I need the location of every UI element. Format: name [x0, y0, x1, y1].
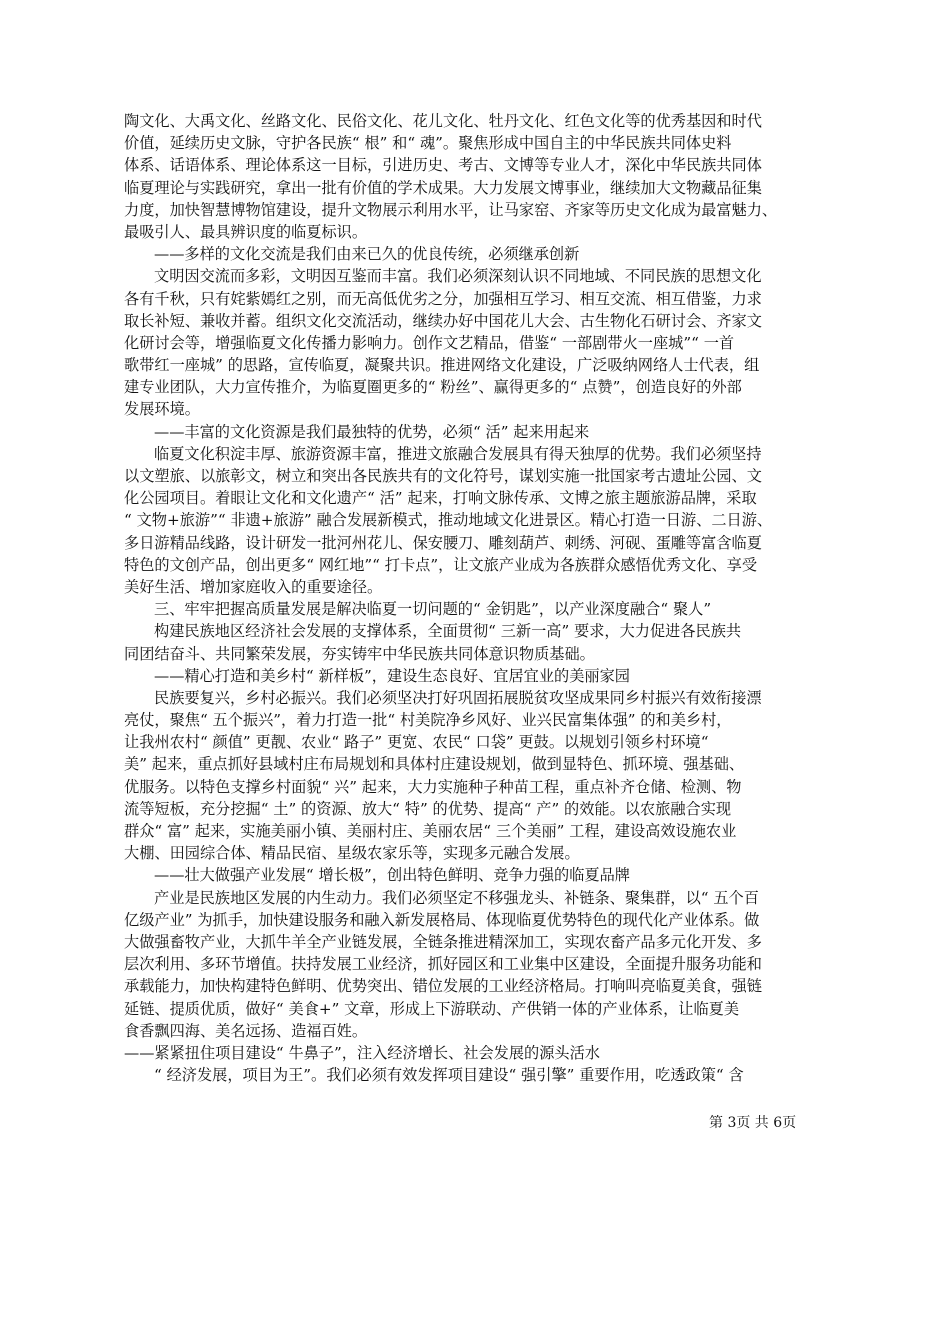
section-heading: 三、牢牢把握高质量发展是解决临夏一切问题的“ 金钥匙”，以产业深度融合“ 聚人”	[154, 600, 712, 619]
text-line: 临夏理论与实践研究，拿出一批有价值的学术成果。大力发展文博事业，继续加大文物藏品征集	[124, 178, 762, 197]
text-line: 价值，延续历史文脉，守护各民族“ 根” 和“ 魂”。聚焦形成中国自主的中华民族共同体史料	[124, 134, 732, 153]
page-number: 第 3页 共 6页	[709, 1115, 797, 1131]
text-line: 陶文化、大禹文化、丝路文化、民俗文化、花儿文化、牡丹文化、红色文化等的优秀基因和时代	[124, 112, 762, 130]
text-line: 体系、话语体系、理论体系这一目标，引进历史、考古、文博等专业人才，深化中华民族共同体	[124, 156, 762, 175]
text-line: 文明因交流而多彩，文明因互鉴而丰富。我们必须深刻认识不同地域、不同民族的思想文化	[154, 267, 762, 286]
text-line: 承载能力，加快构建特色鲜明、优势突出、错位发展的工业经济格局。打响叫亮临夏美食，强链	[124, 977, 762, 996]
text-line: 临夏文化积淀丰厚、旅游资源丰富，推进文旅融合发展具有得天独厚的优势。我们必须坚持	[154, 444, 762, 463]
text-line: 以文塑旅、以旅彰文，树立和突出各民族共有的文化符号，谋划实施一批国家考古遗址公园、文	[124, 467, 762, 485]
text-line: 亿级产业” 为抓手，加快建设服务和融入新发展格局、体现临夏优势特色的现代化产业体系。做	[124, 910, 760, 929]
section-heading: “ 经济发展，项目为王”。我们必须有效发挥项目建设“ 强引擎” 重要作用，吃透政策“ 含	[154, 1066, 744, 1085]
text-line: 建专业团队，大力宣传推介，为临夏圈更多的“ 粉丝”、赢得更多的“ 点赞”，创造良好的外部	[124, 378, 742, 397]
text-line: 亮仗，聚焦“ 五个振兴”，着力打造一批“ 村美院净乡风好、业兴民富集体强” 的和美乡村，	[124, 711, 732, 730]
text-line: 各有千秋，只有姹紫嫣红之别，而无高低优劣之分，加强相互学习、相互交流、相互借鉴，力求	[124, 289, 762, 308]
text-line: 大做强畜牧产业，大抓牛羊全产业链发展，全链条推进精深加工，实现农畜产品多元化开发、多	[124, 932, 762, 951]
text-line: 最吸引人、最具辨识度的临夏标识。	[124, 222, 367, 241]
text-line: 群众“ 富” 起来，实施美丽小镇、美丽村庄、美丽农居“ 三个美丽” 工程，建设高效设施农业	[124, 822, 737, 840]
text-line: 多日游精品线路，设计研发一批河州花儿、保安腰刀、雕刻葫芦、刺绣、河砚、蛋雕等富含临夏	[124, 533, 762, 552]
text-line: 构建民族地区经济社会发展的支撑体系，全面贯彻“ 三新一高” 要求，大力促进各民族共	[154, 622, 742, 641]
text-line: 民族要复兴，乡村必振兴。我们必须坚决打好巩固拓展脱贫攻坚成果同乡村振兴有效衔接漂	[154, 688, 762, 707]
text-line: 取长补短、兼收并蓄。组织文化交流活动，继续办好中国花儿大会、古生物化石研讨会、齐家文	[124, 311, 762, 330]
text-line: ——紧紧扭住项目建设“ 牛鼻子”，注入经济增长、社会发展的源头活水	[124, 1043, 600, 1062]
document-body	[124, 110, 850, 1108]
text-line: 流等短板，充分挖掘“ 土” 的资源、放大“ 特” 的优势、提高“ 产” 的效能。以农旅融合实现	[124, 799, 732, 818]
text-line	[124, 1086, 850, 1108]
text-line: 美” 起来，重点抓好县域村庄布局规划和具体村庄建设规划，做到显特色、抓环境、强基础、	[124, 755, 745, 774]
text-line: 化公园项目。着眼让文化和文化遗产“ 活” 起来，打响文脉传承、文博之旅主题旅游品牌，采取	[124, 489, 757, 508]
text-line: 美好生活、增加家庭收入的重要途径。	[124, 577, 383, 596]
section-heading: ——精心打造和美乡村“ 新样板”，建设生态良好、宜居宜业的美丽家园	[154, 666, 630, 685]
text-line: “ 文物+旅游”“ 非遗+旅游” 融合发展新模式，推动地域文化进景区。精心打造一日游、二日游、	[124, 511, 773, 530]
text-line: 层次利用、多环节增值。扶持发展工业经济，抓好园区和工业集中区建设，全面提升服务功能和	[124, 955, 762, 974]
text-line: 歌带红一座城” 的思路，宣传临夏，凝聚共识。推进网络文化建设，广泛吸纳网络人士代表，组	[124, 356, 760, 375]
text-line: 力度，加快智慧博物馆建设，提升文物展示利用水平，让马家窑、齐家等历史文化成为最富魅力、	[124, 200, 778, 219]
text-line: 食香飘四海、美名远扬、造福百姓。	[124, 1021, 367, 1040]
text-line: 同团结奋斗、共同繁荣发展，夯实铸牢中华民族共同体意识物质基础。	[124, 644, 595, 663]
text-line: 优服务。以特色支撑乡村面貌“ 兴” 起来，大力实施种子种苗工程，重点补齐仓储、检测、物	[124, 777, 742, 796]
text-line: 延链、提质优质，做好“ 美食+” 文章，形成上下游联动、产供销一体的产业体系，让临夏美	[124, 999, 740, 1018]
text-line: 特色的文创产品，创出更多“ 网红地”“ 打卡点”，让文旅产业成为各族群众感悟优秀文化、享受	[124, 555, 758, 574]
text-line: 化研讨会等，增强临夏文化传播力影响力。创作文艺精品，借鉴“ 一部剧带火一座城”“ 一首	[124, 333, 735, 352]
text-line: 大棚、田园综合体、精品民宿、星级农家乐等，实现多元融合发展。	[124, 844, 580, 863]
section-heading: ——壮大做强产业发展“ 增长极”，创出特色鲜明、竞争力强的临夏品牌	[154, 866, 630, 885]
section-heading: ——丰富的文化资源是我们最独特的优势，必须“ 活” 起来用起来	[154, 422, 590, 441]
text-line: 让我州农村“ 颜值” 更靓、农业“ 路子” 更宽、农民“ 口袋” 更鼓。以规划引领乡村环境“	[124, 733, 709, 752]
section-heading: ——多样的文化交流是我们由来已久的优良传统，必须继承创新	[154, 245, 580, 264]
text-line: 产业是民族地区发展的内生动力。我们必须坚定不移强龙头、补链条、聚集群，以“ 五个百	[154, 888, 759, 907]
text-line: 发展环境。	[124, 400, 200, 419]
